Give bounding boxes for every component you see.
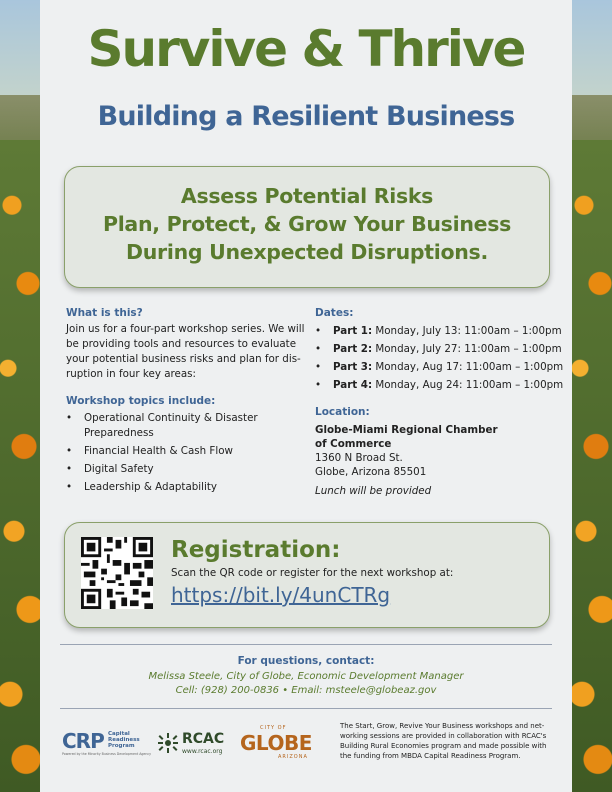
city-of-globe-logo (240, 725, 330, 763)
list-item: • Operational Continuity & Disaster Preparedness (66, 411, 306, 441)
contact-details: Cell: (928) 200-0836 • Email: msteele@globeaz.gov (175, 685, 437, 696)
rcac-logo-name: RCAC (182, 731, 225, 747)
list-item: • Part 4: Monday, Aug 24: 11:00am – 1:00pm (315, 378, 565, 393)
topics-heading: Workshop topics include: (66, 395, 216, 407)
qr-code-icon[interactable] (81, 537, 153, 609)
crp-logo (62, 729, 152, 759)
divider (60, 708, 552, 709)
registration-box (64, 522, 550, 628)
list-item: • Part 2: Monday, July 27: 11:00am – 1:00pm (315, 342, 565, 357)
footnote: The Start, Grow, Revive Your Business workshops and net- working sessions are provided in collaboration with RCAC's Building Rural Economies program and made possible with the funding from MBDA Capital Readiness Program. (340, 722, 547, 760)
location-heading: Location: (315, 406, 370, 418)
crp-logo-tagline: Powered by the Minority Business Development Agency (62, 752, 152, 756)
what-heading: What is this? (66, 307, 143, 319)
globe-logo-state: ARIZONA (278, 754, 308, 760)
contact-name: Melissa Steele, City of Globe, Economic Development Manager (148, 671, 464, 682)
crp-logo-mark: CRP (62, 729, 104, 753)
contact-heading: For questions, contact: (237, 655, 375, 667)
location-address: 1360 N Broad St. Globe, Arizona 85501 (315, 452, 427, 478)
topics-list (66, 411, 306, 498)
registration-title: Registration: (171, 537, 341, 563)
flyer-subtitle: Building a Resilient Business (97, 101, 515, 132)
crp-logo-name: Capital Readiness Program (108, 731, 140, 749)
list-item: • Financial Health & Cash Flow (66, 444, 306, 459)
lunch-note: Lunch will be provided (315, 485, 432, 497)
globe-logo-top: CITY OF (260, 725, 287, 731)
rcac-logo (158, 731, 238, 759)
location-name: Globe-Miami Regional Chamber of Commerce (315, 424, 498, 450)
flyer-title: Survive & Thrive (87, 20, 525, 78)
list-item: • Part 1: Monday, July 13: 11:00am – 1:00pm (315, 324, 565, 339)
list-item: • Leadership & Adaptability (66, 480, 306, 495)
registration-subtitle: Scan the QR code or register for the next workshop at: (171, 567, 454, 579)
rcac-mark-icon (158, 733, 178, 753)
callout-box (64, 166, 550, 288)
registration-link[interactable]: https://bit.ly/4unCTRg (171, 583, 391, 607)
callout-line: During Unexpected Disruptions. (126, 240, 488, 264)
globe-logo-name: GLOBE (240, 731, 312, 755)
dates-heading: Dates: (315, 307, 354, 319)
callout-line: Assess Potential Risks (180, 184, 434, 208)
list-item: • Digital Safety (66, 462, 306, 477)
dates-list (315, 324, 565, 396)
flower-field-left (0, 0, 40, 792)
flyer-panel (40, 0, 572, 792)
divider (60, 644, 552, 645)
callout-line: Plan, Protect, & Grow Your Business (102, 212, 512, 236)
rcac-logo-url: www.rcac.org (182, 748, 223, 755)
what-description: Join us for a four-part workshop series. We will be providing tools and resources to evaluate your potential business risks and plan for dis- ruption in four key areas: (66, 323, 305, 380)
list-item: • Part 3: Monday, Aug 17: 11:00am – 1:00pm (315, 360, 565, 375)
flower-field-right (572, 0, 612, 792)
